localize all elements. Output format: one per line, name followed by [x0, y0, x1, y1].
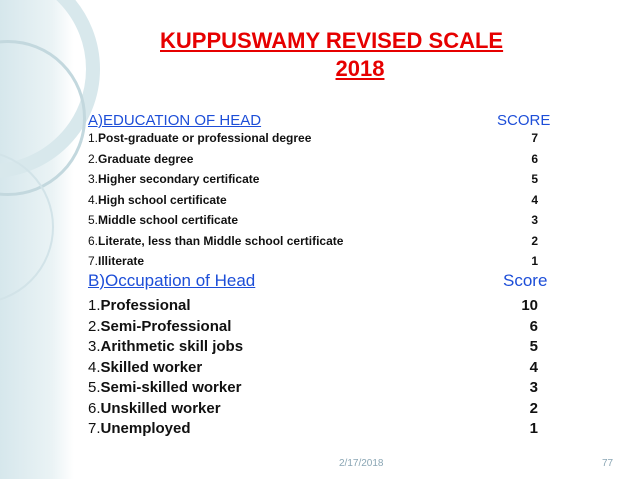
- occupation-heading: B)Occupation of Head: [88, 271, 256, 290]
- table-row: [88, 213, 558, 229]
- row-score: 2: [529, 399, 538, 417]
- row-number: 1.: [88, 131, 99, 145]
- row-label: Unskilled worker: [100, 399, 221, 417]
- row-number: 5.: [88, 379, 101, 396]
- row-label: Unemployed: [100, 420, 191, 437]
- row-number: 7.: [88, 420, 101, 437]
- row-score: 7: [531, 131, 538, 145]
- row-number: 6.: [88, 233, 99, 248]
- row-number: 4.: [88, 358, 101, 376]
- row-label: Arithmetic skill jobs: [100, 338, 244, 355]
- table-row: [88, 359, 558, 375]
- table-row: [88, 131, 558, 147]
- row-score: 4: [529, 358, 538, 376]
- row-label: Skilled worker: [100, 358, 203, 376]
- row-label: High school certificate: [98, 192, 227, 207]
- row-label: Higher secondary certificate: [98, 172, 260, 186]
- table-row: [88, 234, 558, 250]
- row-score: 1: [531, 254, 538, 268]
- row-number: 2.: [88, 317, 101, 335]
- row-label: Middle school certificate: [98, 213, 239, 227]
- row-number: 6.: [88, 399, 101, 417]
- table-row: [88, 338, 558, 354]
- row-number: 3.: [88, 172, 99, 186]
- row-score: 3: [531, 213, 538, 227]
- table-row: [88, 172, 558, 188]
- row-score: 6: [531, 151, 538, 166]
- occupation-score-header: Score: [503, 271, 548, 290]
- row-label: Post-graduate or professional degree: [98, 131, 312, 145]
- row-score: 3: [529, 379, 538, 396]
- row-score: 5: [529, 338, 538, 355]
- row-number: 3.: [88, 338, 101, 355]
- row-number: 2.: [88, 151, 99, 166]
- table-row: [88, 400, 558, 416]
- table-row: [88, 318, 558, 334]
- table-row: [88, 152, 558, 168]
- row-number: 4.: [88, 192, 99, 207]
- row-score: 4: [531, 192, 538, 207]
- table-row: [88, 379, 558, 395]
- page-number: 77: [602, 458, 614, 469]
- row-label: Professional: [100, 297, 191, 314]
- row-score: 5: [531, 172, 538, 186]
- table-row: [88, 297, 558, 313]
- row-score: 2: [531, 233, 538, 248]
- row-number: 7.: [88, 254, 99, 268]
- education-score-header: SCORE: [497, 112, 551, 129]
- row-score: 6: [529, 317, 538, 335]
- row-score: 10: [521, 297, 538, 314]
- row-number: 1.: [88, 297, 101, 314]
- row-label: Semi-skilled worker: [100, 379, 242, 396]
- row-label: Literate, less than Middle school certificate: [98, 233, 344, 248]
- footer-date: 2/17/2018: [339, 458, 384, 469]
- row-label: Semi-Professional: [100, 317, 232, 335]
- row-number: 5.: [88, 213, 99, 227]
- education-heading: A)EDUCATION OF HEAD: [88, 112, 262, 129]
- row-score: 1: [529, 420, 538, 437]
- table-row: [88, 254, 558, 270]
- table-row: [88, 193, 558, 209]
- row-label: Illiterate: [98, 254, 145, 268]
- table-row: [88, 420, 558, 436]
- row-label: Graduate degree: [98, 151, 194, 166]
- slide-title-year: 2018: [335, 56, 385, 81]
- slide-title: KUPPUSWAMY REVISED SCALE: [160, 28, 504, 53]
